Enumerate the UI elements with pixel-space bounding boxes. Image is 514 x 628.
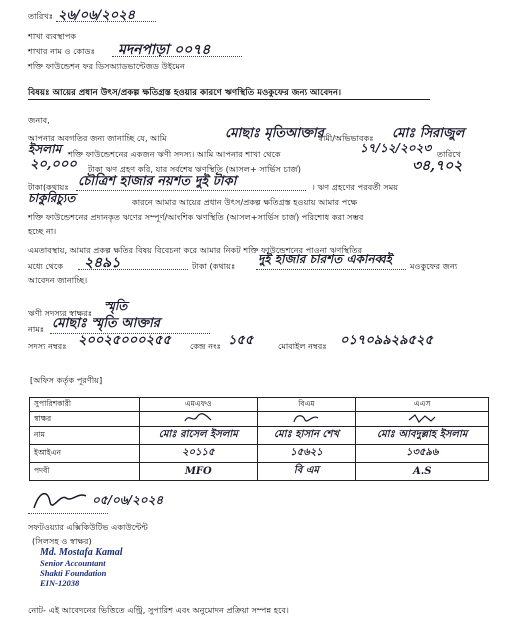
body-text: । ঋণ গ্রহণের পরবর্তী সময় — [312, 182, 399, 192]
table-cell: ১৫৬২১ — [257, 445, 356, 463]
signature-scribble — [291, 412, 321, 424]
office-table — [29, 397, 489, 481]
waive-amount-handwritten: ২৪৯১ — [84, 255, 121, 271]
table-cell: বি এম — [257, 463, 356, 481]
applicant-name: মোছাঃ স্মৃতি আক্তার — [52, 316, 160, 331]
subject-line: বিষয়ঃ আয়ের প্রধান উৎস/প্রকল্প ক্ষতিগ্রস্ত হওয়ার কারণে ঋণস্থিতি মওকুফের জন্য আবেদন। — [28, 88, 342, 98]
stamp-ein: EIN-12038 — [40, 578, 80, 588]
signature-scribble — [183, 412, 213, 424]
waive-words-underline — [256, 269, 406, 270]
table-cell: ১৩৫৯৬ — [356, 445, 489, 463]
stamp-name: Md. Mostafa Kamal — [40, 547, 123, 558]
table-header: এমএফও — [140, 398, 258, 412]
mfo-signature — [140, 412, 258, 427]
body-text: টাকা ঋণ গ্রহণ করি, যার সর্বশেষ ঋণস্থিতি (আসল+ সার্ভিস চার্জ) — [88, 164, 301, 174]
org-line: শক্তি ফাউন্ডেশন ফর ডিসঅ্যাডভান্টেজড উইমেন — [28, 61, 185, 71]
cause-handwritten: চাকুরিচ্যুত — [28, 191, 76, 205]
date-underline — [56, 21, 156, 22]
words-underline — [76, 190, 306, 191]
member-no-label: সদস্য নম্বরঃ — [28, 341, 67, 351]
loan-date-handwritten: ১৭/১২/২০২৩ — [360, 141, 432, 155]
approver-title: সফটওয়্যার এক্সিকিউটিভ একাউন্টেন্ট — [28, 522, 148, 532]
table-row — [30, 463, 489, 481]
branch-underline — [112, 56, 242, 57]
branch-value: মদনপাড়া ০০৭৪ — [118, 42, 211, 58]
seal-note: (সিলসহ ও স্বাক্ষর) — [32, 536, 92, 546]
loan-amount-handwritten: ২০,০০০ — [30, 157, 77, 172]
signature-scribble — [407, 412, 437, 424]
applicant-signature-label: ঋণী সদস্যর স্বাক্ষরঃ — [28, 308, 93, 318]
approver-signature-date: ০৫/০৬/২০২৪ — [92, 493, 164, 507]
body-text: টাকা(কথায়ঃ — [28, 182, 69, 192]
table-cell: সুপারিশকারী — [30, 398, 140, 412]
center-no-label: কেন্দ্র নংঃ — [190, 341, 222, 351]
outstanding-handwritten: ৩৪,৭০২ — [412, 158, 463, 174]
table-row — [30, 445, 489, 463]
table-cell: মোঃ রাসেল ইসলাম — [140, 427, 258, 445]
waive-words-handwritten: দুই হাজার চারশত একানব্বই — [258, 252, 392, 266]
date-value: ২৬/০৬/২০২৪ — [58, 8, 136, 23]
stamp-role: Senior Accountant — [40, 558, 106, 568]
outstanding-words-handwritten: চৌত্রিশ হাজার নয়শত দুই টাকা — [78, 174, 237, 189]
member-name-handwritten: মোছাঃ মৃতিআক্তার — [225, 126, 324, 141]
applicant-name-label: নামঃ — [28, 324, 45, 334]
body-text: তারিখে — [437, 149, 462, 159]
approver-signature-mark — [30, 488, 90, 514]
body-text: কারনে আমার আয়ের প্রধান উৎস/প্রকল্প ক্ষতিগ্রস্ত হওয়ায় আমার পক্ষে — [132, 197, 358, 207]
table-row — [30, 427, 489, 445]
salutation: জনাব, — [28, 115, 50, 125]
body-text: স্বামী/অভিভাবকঃ — [318, 133, 374, 143]
table-cell: MFO — [140, 463, 258, 481]
mobile-number: ০১৭০৯৯২৯৫২৫ — [340, 333, 433, 348]
table-row — [30, 412, 489, 427]
table-header: এএস — [356, 398, 489, 412]
date-label: তারিখঃ — [28, 11, 54, 21]
as-signature — [356, 412, 489, 427]
body-text: মধ্যে থেকে — [28, 261, 64, 271]
member-no: ২০০২৫০০০২৫৫ — [78, 333, 171, 348]
body-text: এমতাবস্থায়, আমার প্রকল্প ক্ষতির বিষয় বিবেচনা করে আমার নিকট শক্তি ফাউন্ডেশনের পাওনা ঋণস্থিতির — [28, 245, 363, 255]
branch-label: শাখার নাম ও কোডঃ — [28, 46, 95, 56]
guardian-handwritten: মোঃ সিরাজুল — [392, 126, 465, 141]
subject-underline — [28, 99, 430, 100]
guardian-handwritten-cont: ইসলাম — [28, 142, 62, 156]
table-row-label: পদবী — [30, 463, 140, 481]
bm-signature — [257, 412, 356, 427]
table-header: বিএম — [257, 398, 356, 412]
body-text: আবেদন জানাচ্ছি। — [28, 275, 88, 285]
body-text: টাকা (কথায়ঃ — [192, 261, 236, 271]
signature-line — [28, 513, 108, 514]
table-cell: ২০১১৫ — [140, 445, 258, 463]
center-no: ১৫৫ — [228, 333, 254, 348]
applicant-signature: স্মৃতি — [104, 299, 128, 313]
office-caption: [অফিস কর্তৃক পূরণীয়] — [30, 375, 103, 385]
stamp-org: Shakti Foundation — [40, 568, 107, 578]
table-row-label: স্বাক্ষর — [30, 412, 140, 427]
body-text: হচ্ছে না। — [28, 226, 57, 236]
mobile-label: মোবাইল নম্বরঃ — [278, 341, 327, 351]
footer-note: নোট- এই আবেদনের ভিত্তিতে এন্ট্রি, সুপারিশ এবং অনুমোদন প্রক্রিয়া সম্পন্ন হবে। — [28, 605, 289, 615]
table-cell: মোঃ হাসান শেখ — [257, 427, 356, 445]
body-text: মওকুফের জন্য — [410, 261, 458, 271]
table-row — [30, 398, 489, 412]
official-stamp — [40, 548, 123, 588]
table-row-label: ইআইএন — [30, 445, 140, 463]
body-text: শক্তি ফাউন্ডেশনের প্রদানকৃত ঋণের সম্পূর্ণ/আংশিক ঋণস্থিতি (আসল+সার্ভিস চার্জ) পরিশোধ করা সম্ভব — [28, 212, 364, 222]
body-text: আপনার অবগতির জন্য জানাচ্ছি যে, আমি — [28, 133, 167, 143]
recipient-title: শাখা ব্যবস্থাপক — [28, 31, 77, 41]
table-cell: A.S — [356, 463, 489, 481]
table-row-label: নাম — [30, 427, 140, 445]
body-text: শক্তি ফাউন্ডেশনের একজন ঋণী সদস্য। আমি আপনার শাখা থেকে — [68, 149, 281, 159]
table-cell: মোঃ আবদুল্লাহ ইসলাম — [356, 427, 489, 445]
waive-amount-underline — [78, 269, 188, 270]
